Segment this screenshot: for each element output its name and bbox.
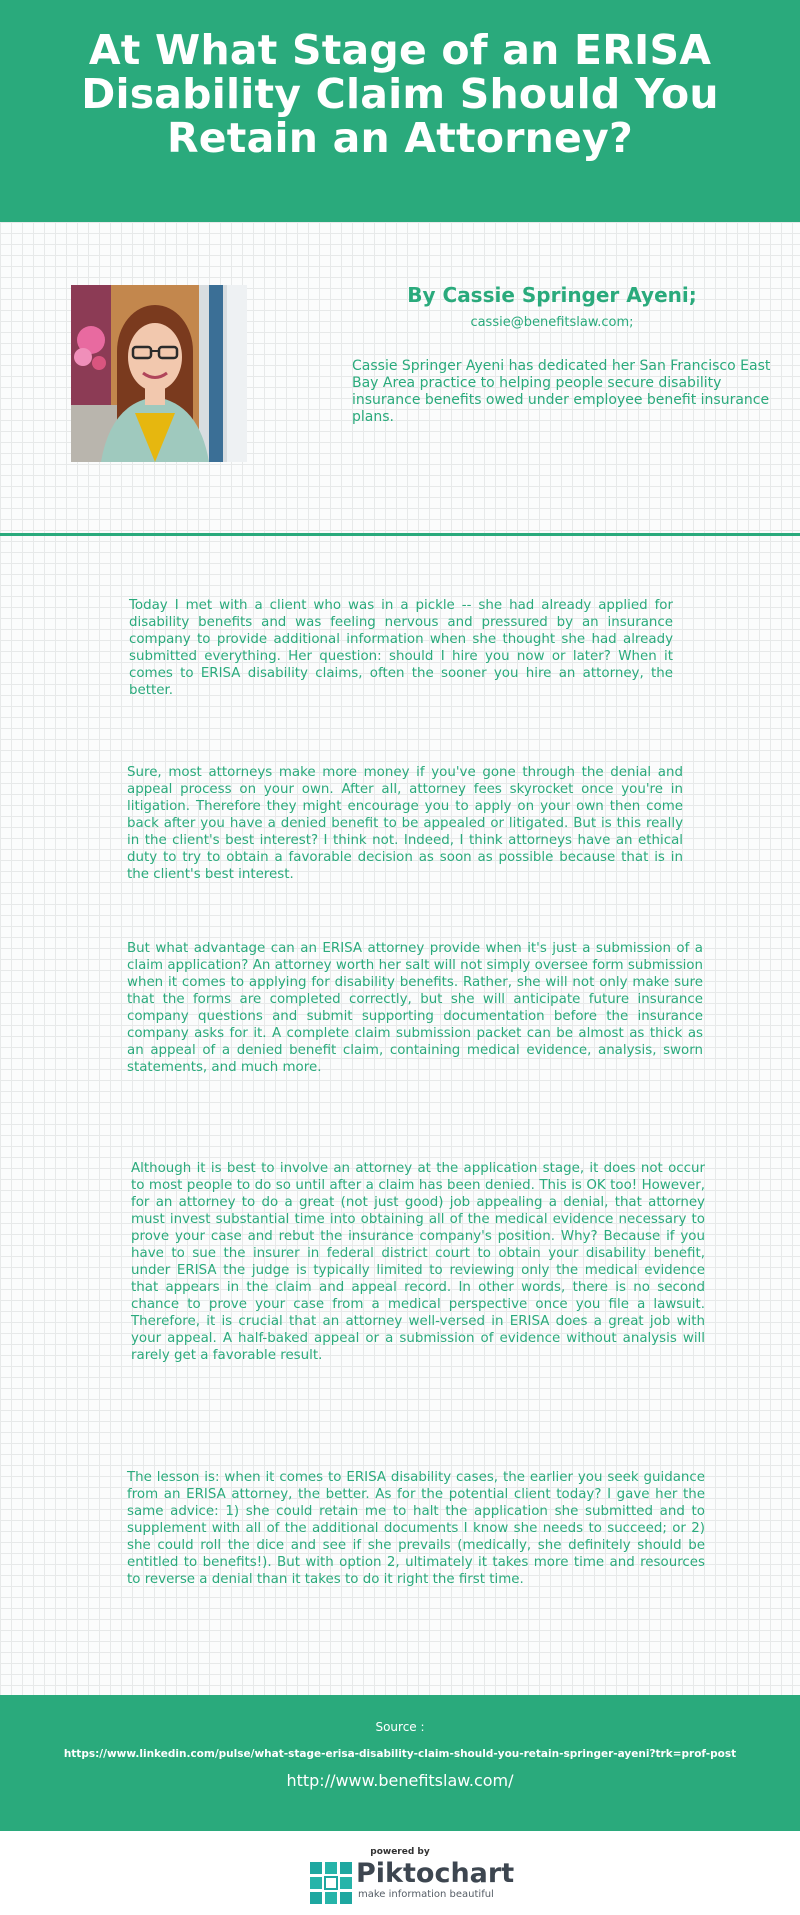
article-paragraph-2: Sure, most attorneys make more money if you've gone through the denial and appeal process on your own. After all, attorney fees skyrocket once you're in litigation. Therefore they might encourage you to apply on your own then come back after you have a denied benefit to be appealed or litigated. But is this really in the client's best interest? I think not. Indeed, I think attorneys have an ethical duty to try to obtain a favorable decision as soon as possible because that is in the client's best interest. (127, 765, 683, 882)
piktochart-tagline: make information beautiful (358, 1889, 494, 1900)
powered-by-label: powered by (370, 1847, 430, 1857)
source-label: Source : (375, 1720, 425, 1734)
piktochart-logo-icon (310, 1862, 352, 1904)
source-link[interactable]: https://www.linkedin.com/pulse/what-stage-erisa-disability-claim-should-you-retain-springer-ayeni?trk=prof-post (63, 1748, 737, 1760)
author-portrait-illustration (71, 285, 247, 462)
author-bio: Cassie Springer Ayeni has dedicated her San Francisco East Bay Area practice to helping people secure disability insurance benefits owed under employee benefit insurance plans. (352, 358, 771, 425)
author-name: By Cassie Springer Ayeni; (407, 283, 697, 307)
header-banner (0, 0, 800, 222)
piktochart-wordmark: Piktochart (356, 1858, 515, 1889)
article-paragraph-4: Although it is best to involve an attorney at the application stage, it does not occur to most people to do so until after a claim has been denied. This is OK too! However, for an attorney to do a great (not just good) job appealing a denial, that attorney must invest substantial time into obtaining all of the medical evidence necessary to prove your case and rebut the insurance company's position. Why? Because if you have to sue the insurer in federal district court to obtain your disability benefit, under ERISA the judge is typically limited to reviewing only the medical evidence that appears in the claim and appeal record. In other words, there is no second chance to prove your case from a medical perspective once you file a lawsuit. Therefore, it is crucial that an attorney well-versed in ERISA does a great job with your appeal. A half-baked appeal or a submission of evidence without analysis will rarely get a favorable result. (131, 1161, 705, 1363)
article-paragraph-5: The lesson is: when it comes to ERISA disability cases, the earlier you seek guidance from an ERISA attorney, the better. As for the potential client today? I gave her the same advice: 1) she could retain me to halt the application she submitted and to supplement with all of the additional documents I know she needs to succeed; or 2) she could roll the dice and see if she prevails (medically, she definitely should be entitled to benefits!). But with option 2, ultimately it takes more time and resources to reverse a denial than it takes to do it right the first time. (127, 1470, 705, 1587)
page-title: At What Stage of an ERISA Disability Claim Should You Retain an Attorney? (81, 26, 719, 162)
section-divider (0, 533, 800, 536)
author-email: cassie@benefitslaw.com; (470, 315, 634, 330)
article-paragraph-1: Today I met with a client who was in a pickle -- she had already applied for disability benefits and was feeling nervous and pressured by an insurance company to provide additional information when she thought she had already submitted everything. Her question: should I hire you now or later? When it comes to ERISA disability claims, often the sooner you hire an attorney, the better. (129, 598, 673, 698)
website-link[interactable]: http://www.benefitslaw.com/ (286, 1771, 514, 1790)
footer-banner (0, 1695, 800, 1831)
piktochart-logo[interactable] (310, 1858, 515, 1904)
author-photo (71, 285, 247, 462)
article-paragraph-3: But what advantage can an ERISA attorney provide when it's just a submission of a claim application? An attorney worth her salt will not simply oversee form submission when it comes to applying for disability benefits. Rather, she will not only make sure that the forms are completed correctly, but she will anticipate future insurance company questions and submit supporting documentation before the insurance company asks for it. A complete claim submission packet can be almost as thick as an appeal of a denied benefit claim, containing medical evidence, analysis, sworn statements, and much more. (127, 941, 703, 1075)
author-section (0, 222, 800, 535)
